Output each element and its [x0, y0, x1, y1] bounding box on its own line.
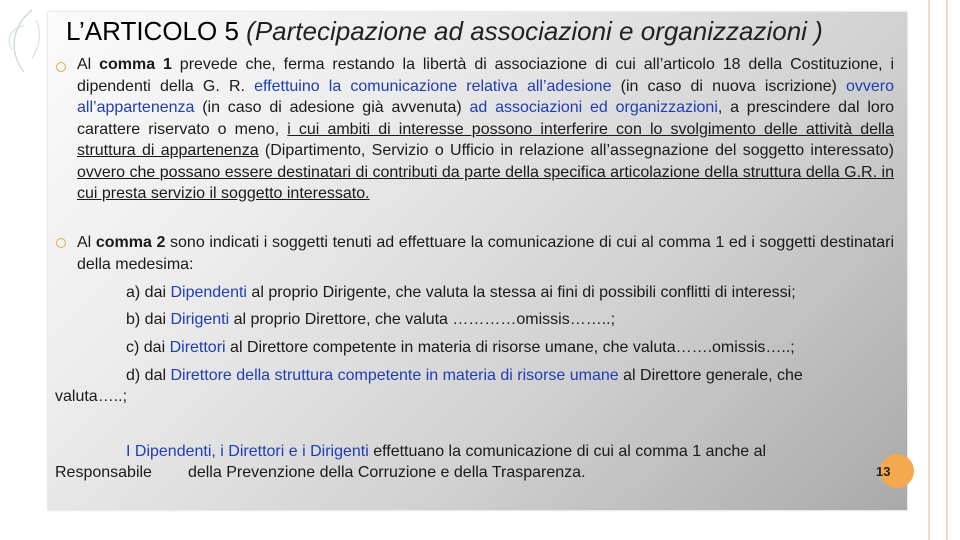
bullet-icon [56, 238, 66, 248]
comma-1-label: comma 1 [99, 56, 172, 73]
underlined-text: ovvero che possano essere destinatari di contributi da parte della specifica articolazione della struttura della G.R. in cui presta servizio il soggetto interessato. [77, 163, 894, 202]
frame-decoration [928, 0, 948, 540]
list-item-c [126, 337, 795, 359]
paragraph-comma-1 [77, 54, 894, 205]
slide-title [66, 14, 823, 48]
text: Responsabile [55, 464, 152, 481]
text: sono indicati i soggetti tenuti ad effettuare la comunicazione di cui al comma 1 ed i soggetti destinatari della medesima: [77, 234, 895, 273]
page-number: 13 [876, 464, 891, 479]
comma-2-label: comma 2 [95, 234, 166, 251]
text: d) dal [126, 367, 171, 384]
list-item-b [126, 309, 615, 331]
highlight-text: ovvero all’appartenenza [77, 77, 894, 116]
highlight-text: Dipendenti [170, 284, 247, 301]
highlight-text: ad associazioni ed organizzazioni [469, 99, 718, 116]
text: Al [77, 234, 96, 251]
list-item-d-continuation: valuta…..; [55, 388, 128, 405]
highlight-text: Direttori [169, 339, 226, 356]
text: (in caso di adesione già avvenuta) [194, 99, 470, 116]
text: (in caso di nuova iscrizione) [611, 77, 846, 95]
text: (Dipartimento, Servizio o Ufficio in relazione all’assegnazione del soggetto interessato) [258, 142, 894, 159]
highlight-text: Direttore della struttura competente in materia di risorse umane [170, 367, 619, 384]
text: al proprio Dirigente, che valuta la stessa ai fini di possibili conflitti di interessi; [246, 284, 796, 301]
closing-line-2 [55, 462, 586, 484]
text: a) dai [126, 284, 171, 301]
text: al Direttore generale, che [618, 367, 803, 384]
highlight-text: I Dipendenti, i Direttori e i Dirigenti [126, 443, 369, 460]
text: effettuano la comunicazione di cui al comma 1 anche al [368, 443, 767, 460]
text: prevede che, ferma restando la libertà di associazione di cui all’articolo 18 della Costituzione, i dipendenti della G. R. [77, 56, 895, 95]
highlight-text: effettuino la comunicazione relativa all’adesione [254, 77, 612, 95]
text: al Direttore competente in materia di risorse umane, che valuta…….omissis…..; [225, 339, 795, 356]
text: Al [77, 56, 100, 73]
bullet-icon [56, 62, 66, 72]
list-item-d [126, 365, 803, 387]
underlined-text: i cui ambiti di interesse possono interferire con lo svolgimento delle attività della struttura di appartenenza [77, 120, 895, 159]
title-main: L’ARTICOLO 5 [66, 16, 239, 46]
title-subtitle: (Partecipazione ad associazioni e organizzazioni ) [246, 16, 823, 46]
text: della Prevenzione della Corruzione e della Trasparenza. [187, 464, 586, 481]
text: c) dai [126, 339, 170, 356]
list-item-a [126, 282, 796, 304]
highlight-text: Dirigenti [170, 311, 230, 328]
text: , a prescindere dal loro carattere riservato o meno, [77, 99, 894, 138]
text: al proprio Direttore, che valuta …………omissis……..; [229, 311, 616, 328]
text: b) dai [126, 311, 171, 328]
paragraph-comma-2 [77, 232, 894, 275]
closing-line-1 [126, 441, 766, 463]
